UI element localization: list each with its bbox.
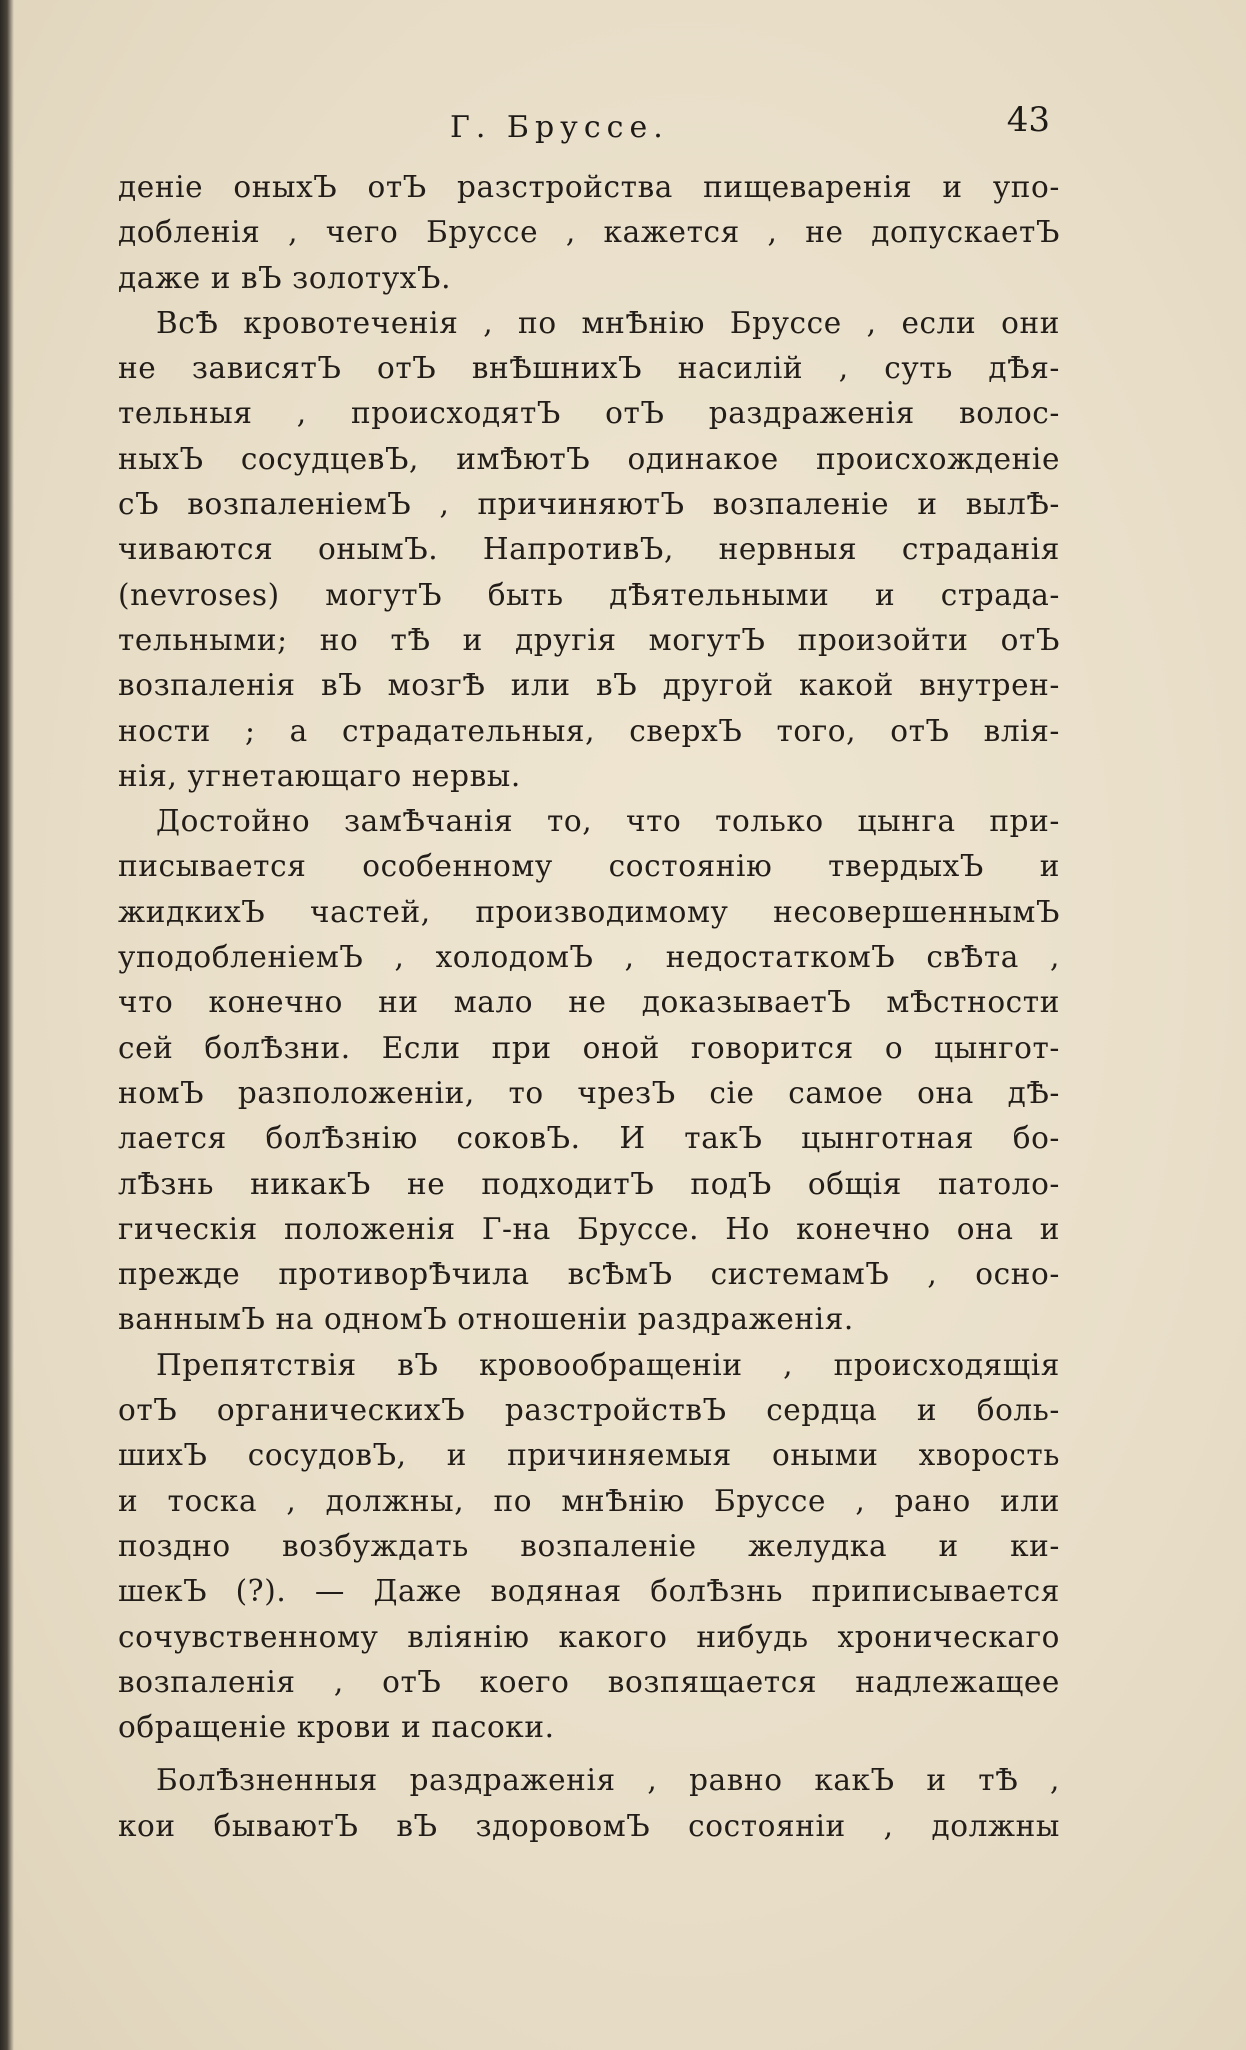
text-line: что конечно ни мало не доказываетЪ мѢстности bbox=[118, 985, 1060, 1020]
text-line: сЪ возпаленіемЪ , причиняютЪ возпаленіе и вылѢ- bbox=[118, 487, 1060, 522]
text-line: чиваются онымЪ. НапротивЪ, нервныя страданія bbox=[118, 532, 1060, 567]
text-line: возпаленія , отЪ коего возпящается надлежащее bbox=[118, 1664, 1060, 1699]
text-line: и тоска , должны, по мнѢнію Бруссе , рано или bbox=[118, 1483, 1060, 1518]
text-line: лается болѢзнію соковЪ. И такЪ цынготная бо- bbox=[118, 1121, 1060, 1156]
text-line: тельными; но тѢ и другія могутЪ произойти отЪ bbox=[118, 622, 1060, 657]
text-line: нія, угнетающаго нервы. bbox=[118, 758, 521, 793]
text-line: уподобленіемЪ , холодомЪ , недостаткомЪ свѢта , bbox=[118, 940, 1060, 975]
paragraph-3 bbox=[118, 799, 1060, 1343]
text-line: гическія положенія Г-на Бруссе. Но конечно она и bbox=[118, 1211, 1060, 1246]
text-line: деніе оныхЪ отЪ разстройства пищеваренія и упо- bbox=[118, 170, 1060, 204]
text-line: писывается особенному состоянію твердыхЪ и bbox=[118, 849, 1060, 884]
text-line: БолѢзненныя раздраженія , равно какЪ и тѢ , bbox=[156, 1763, 1060, 1798]
text-line: шихЪ сосудовЪ, и причиняемыя оными хворость bbox=[118, 1438, 1060, 1473]
paragraph-5 bbox=[118, 1758, 1060, 1849]
page-binding-edge bbox=[0, 0, 14, 2050]
text-line: отЪ органическихЪ разстройствЪ сердца и боль- bbox=[118, 1393, 1060, 1428]
text-line: поздно возбуждать возпаленіе желудка и ки- bbox=[118, 1528, 1060, 1563]
text-line: Достойно замѢчанія то, что только цынга при- bbox=[156, 804, 1060, 839]
page-header bbox=[120, 100, 1080, 160]
paragraph-gap bbox=[118, 1750, 1060, 1758]
text-line: лѢзнь никакЪ не подходитЪ подЪ общія патоло- bbox=[118, 1166, 1060, 1201]
text-line: ВсѢ кровотеченія , по мнѢнію Бруссе , если они bbox=[156, 305, 1060, 340]
text-line: ныхЪ сосудцевЪ, имѢютЪ одинакое происхожденіе bbox=[118, 441, 1060, 476]
text-line: Препятствія вЪ кровообращеніи , происходящія bbox=[156, 1347, 1060, 1382]
running-head: Г. Бруссе. bbox=[450, 110, 669, 145]
text-line: ности ; а страдательныя, сверхЪ того, отЪ влія- bbox=[118, 713, 1060, 748]
text-line: прежде противорѢчила всѢмЪ системамЪ , осно- bbox=[118, 1257, 1060, 1292]
text-line: (nevroses) могутЪ быть дѢятельными и страда- bbox=[118, 577, 1060, 612]
text-line: кои бываютЪ вЪ здоровомЪ состояніи , должны bbox=[118, 1808, 1060, 1843]
paragraph-2 bbox=[118, 301, 1060, 799]
text-line: не зависятЪ отЪ внѢшнихЪ насилій , суть дѢя- bbox=[118, 351, 1060, 386]
text-line: возпаленія вЪ мозгѢ или вЪ другой какой внутрен- bbox=[118, 668, 1060, 703]
page-number: 43 bbox=[1006, 100, 1050, 140]
text-line: жидкихЪ частей, производимому несовершеннымЪ bbox=[118, 894, 1060, 929]
paragraph-4 bbox=[118, 1343, 1060, 1751]
text-line: добленія , чего Бруссе , кажется , не допускаетЪ bbox=[118, 215, 1060, 250]
text-line: шекЪ (?). — Даже водяная болѢзнь приписывается bbox=[118, 1574, 1060, 1609]
text-line: обращеніе крови и пасоки. bbox=[118, 1710, 555, 1745]
text-line: сей болѢзни. Если при оной говорится о цынгот- bbox=[118, 1030, 1060, 1065]
paragraph-1 bbox=[118, 165, 1060, 301]
text-line: даже и вЪ золотухЪ. bbox=[118, 260, 452, 295]
text-line: тельныя , происходятЪ отЪ раздраженія волос- bbox=[118, 396, 1060, 431]
text-line: номЪ разположеніи, то чрезЪ сіе самое она дѢ- bbox=[118, 1075, 1060, 1110]
text-line: ваннымЪ на одномЪ отношеніи раздраженія. bbox=[118, 1302, 854, 1337]
body-text bbox=[118, 165, 1060, 1849]
text-line: сочувственному вліянію какого нибудь хроническаго bbox=[118, 1619, 1060, 1654]
